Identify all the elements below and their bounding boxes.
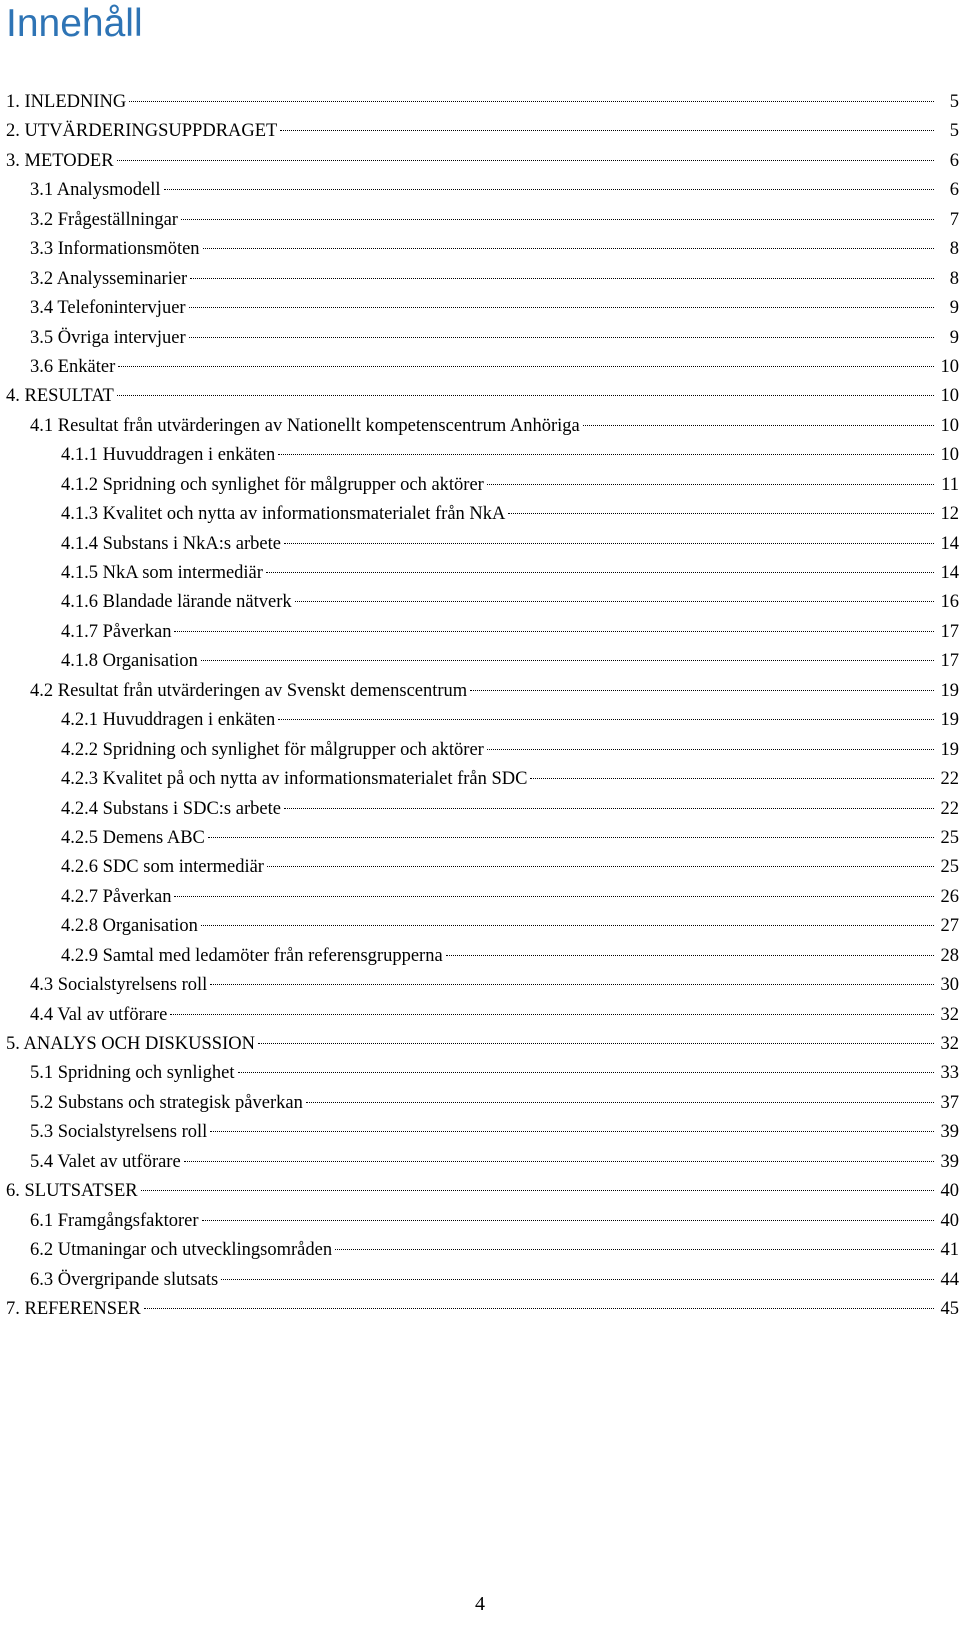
toc-entry-page: 14: [940, 533, 959, 554]
toc-entry-title: 4.2.7 Påverkan: [61, 886, 172, 907]
toc-entry-page: 41: [940, 1240, 959, 1261]
toc-entry[interactable]: [0, 853, 960, 882]
toc-entry-page: 8: [949, 268, 959, 289]
dot-leader: [144, 1308, 934, 1309]
toc-entry-title: 4.2.4 Substans i SDC:s arbete: [61, 798, 281, 819]
dot-leader: [446, 955, 934, 956]
toc-entry-title: 4.4 Val av utförare: [30, 1004, 168, 1025]
toc-entry[interactable]: [0, 265, 960, 294]
toc-entry-page: 26: [940, 886, 959, 907]
dot-leader: [129, 101, 934, 102]
dot-leader: [174, 631, 934, 632]
toc-entry[interactable]: [0, 1207, 960, 1236]
dot-leader: [221, 1279, 934, 1280]
toc-entry[interactable]: [0, 559, 960, 588]
toc-entry-title: 3. METODER: [6, 150, 114, 171]
toc-entry-page: 9: [949, 298, 959, 319]
toc-entry-page: 16: [940, 592, 959, 613]
page-number: 4: [475, 1593, 485, 1615]
toc-entry-title: 4.1.1 Huvuddragen i enkäten: [61, 445, 276, 466]
toc-entry-title: 4.1.8 Organisation: [61, 651, 198, 672]
toc-entry[interactable]: [0, 235, 960, 264]
dot-leader: [487, 749, 934, 750]
toc-entry[interactable]: [0, 1118, 960, 1147]
dot-leader: [508, 513, 934, 514]
dot-leader: [189, 307, 934, 308]
dot-leader: [184, 1161, 934, 1162]
toc-entry[interactable]: [0, 1030, 960, 1059]
toc-entry-title: 4.2 Resultat från utvärderingen av Svenskt demenscentrum: [30, 680, 468, 701]
toc-entry-page: 8: [949, 239, 959, 260]
dot-leader: [487, 484, 934, 485]
toc-entry[interactable]: [0, 471, 960, 500]
toc-entry-page: 32: [940, 1034, 959, 1054]
toc-entry-title: 6.3 Övergripande slutsats: [30, 1269, 219, 1290]
toc-entry-title: 5.4 Valet av utförare: [30, 1151, 181, 1172]
toc-entry[interactable]: [0, 530, 960, 559]
toc-entry-page: 45: [940, 1298, 959, 1319]
toc-entry-title: 3.5 Övriga intervjuer: [30, 327, 186, 348]
dot-leader: [164, 189, 934, 190]
dot-leader: [280, 130, 934, 131]
toc-entry-title: 4.2.8 Organisation: [61, 916, 198, 937]
toc-entry-title: 3.2 Analysseminarier: [30, 268, 188, 289]
toc-entry-page: 25: [940, 827, 959, 848]
dot-leader: [210, 984, 934, 985]
dot-leader: [189, 337, 934, 338]
toc-entry-title: 4.1.7 Påverkan: [61, 621, 172, 642]
toc-entry-page: 22: [940, 798, 959, 819]
toc-entry[interactable]: [0, 942, 960, 971]
toc-entry-title: 4.1 Resultat från utvärderingen av Nationellt kompetenscentrum Anhöriga: [30, 415, 580, 436]
toc-entry-page: 19: [940, 680, 959, 701]
toc-entry-title: 5. ANALYS OCH DISKUSSION: [6, 1034, 255, 1054]
toc-entry-title: 4.2.3 Kvalitet på och nytta av informationsmaterialet från SDC: [61, 769, 528, 790]
dot-leader: [117, 160, 934, 161]
toc-entry-page: 5: [949, 92, 959, 112]
dot-leader: [190, 278, 934, 279]
toc-entry[interactable]: [0, 88, 960, 117]
dot-leader: [284, 808, 934, 809]
toc-entry-page: 39: [940, 1151, 959, 1172]
dot-leader: [203, 248, 934, 249]
toc-entry-page: 30: [940, 975, 959, 996]
dot-leader: [306, 1102, 934, 1103]
toc-entry[interactable]: [0, 1236, 960, 1265]
toc-entry-page: 6: [949, 150, 959, 171]
toc-entry-title: 4.1.3 Kvalitet och nytta av informationsmaterialet från NkA: [61, 504, 506, 525]
toc-entry-title: 4.1.5 NkA som intermediär: [61, 563, 263, 583]
toc-entry-page: 37: [940, 1092, 959, 1113]
dot-leader: [470, 690, 934, 691]
toc-entry[interactable]: [0, 1001, 960, 1030]
toc-entry-page: 44: [940, 1269, 959, 1290]
toc-entry-title: 7. REFERENSER: [6, 1298, 141, 1319]
toc-entry-page: 12: [940, 504, 959, 525]
toc-entry-page: 10: [940, 356, 959, 377]
dot-leader: [210, 1131, 934, 1132]
toc-entry-page: 10: [940, 445, 959, 466]
dot-leader: [238, 1072, 934, 1073]
dot-leader: [258, 1043, 934, 1044]
toc-entry[interactable]: [0, 824, 960, 853]
toc-entry[interactable]: [0, 706, 960, 735]
toc-entry-page: 40: [940, 1181, 959, 1202]
toc-entry[interactable]: [0, 147, 960, 176]
toc-entry-page: 32: [940, 1004, 959, 1025]
toc-entry[interactable]: [0, 324, 960, 353]
toc-entry-page: 6: [949, 180, 959, 201]
toc-entry-page: 7: [949, 209, 959, 230]
toc-entry[interactable]: [0, 176, 960, 205]
toc-entry-page: 40: [940, 1210, 959, 1231]
toc-entry-title: 6.2 Utmaningar och utvecklingsområden: [30, 1240, 333, 1261]
toc-entry-title: 4.2.2 Spridning och synlighet för målgrupper och aktörer: [61, 739, 484, 760]
toc-entry-title: 3.6 Enkäter: [30, 356, 116, 377]
toc-entry-title: 6. SLUTSATSER: [6, 1181, 138, 1202]
toc-entry[interactable]: [0, 117, 960, 146]
dot-leader: [208, 837, 934, 838]
toc-entry[interactable]: [0, 647, 960, 676]
toc-entry-title: 4. RESULTAT: [6, 386, 114, 407]
toc-entry[interactable]: [0, 1295, 960, 1324]
toc-entry[interactable]: [0, 1266, 960, 1295]
toc-entry-title: 4.2.6 SDC som intermediär: [61, 857, 264, 878]
toc-entry-title: 4.1.2 Spridning och synlighet för målgrupper och aktörer: [61, 474, 484, 495]
toc-entry[interactable]: [0, 677, 960, 706]
dot-leader: [335, 1249, 934, 1250]
toc-entry[interactable]: [0, 441, 960, 470]
toc-entry[interactable]: [0, 588, 960, 617]
toc-entry-page: 17: [940, 651, 959, 672]
dot-leader: [170, 1014, 934, 1015]
toc-entry-title: 4.2.5 Demens ABC: [61, 827, 205, 848]
toc-entry-title: 4.1.6 Blandade lärande nätverk: [61, 592, 292, 613]
toc-entry-title: 3.2 Frågeställningar: [30, 209, 178, 230]
toc-entry-page: 39: [940, 1122, 959, 1143]
toc-entry[interactable]: [0, 765, 960, 794]
toc-entry-title: 4.3 Socialstyrelsens roll: [30, 975, 208, 996]
toc-entry-title: 2. UTVÄRDERINGSUPPDRAGET: [6, 121, 278, 142]
toc-entry[interactable]: [0, 500, 960, 529]
dot-leader: [202, 1220, 934, 1221]
toc-entry-title: 5.2 Substans och strategisk påverkan: [30, 1092, 303, 1113]
toc-entry[interactable]: [0, 1089, 960, 1118]
toc-entry[interactable]: [0, 382, 960, 411]
toc-entry[interactable]: [0, 883, 960, 912]
toc-entry-page: 19: [940, 739, 959, 760]
toc-entry-page: 9: [949, 327, 959, 348]
dot-leader: [530, 778, 934, 779]
dot-leader: [278, 454, 934, 455]
toc-entry-page: 5: [949, 121, 959, 142]
toc-entry-title: 3.1 Analysmodell: [30, 180, 161, 201]
toc-entry[interactable]: [0, 412, 960, 441]
toc-entry-page: 17: [940, 621, 959, 642]
dot-leader: [267, 866, 934, 867]
toc-entry[interactable]: [0, 795, 960, 824]
dot-leader: [284, 543, 934, 544]
toc-entry-page: 11: [941, 474, 959, 495]
dot-leader: [278, 719, 934, 720]
toc-entry[interactable]: [0, 736, 960, 765]
dot-leader: [201, 660, 934, 661]
dot-leader: [141, 1190, 934, 1191]
toc-entry-page: 33: [940, 1063, 959, 1084]
toc-entry-page: 25: [940, 857, 959, 878]
dot-leader: [583, 425, 934, 426]
toc-entry-page: 28: [940, 945, 959, 966]
dot-leader: [295, 601, 934, 602]
toc-entry-page: 22: [940, 769, 959, 790]
dot-leader: [266, 572, 934, 573]
toc-entry[interactable]: [0, 1177, 960, 1206]
toc-entry-page: 10: [940, 386, 959, 407]
dot-leader: [174, 896, 934, 897]
toc-entry-title: 4.2.9 Samtal med ledamöter från referensgrupperna: [61, 945, 443, 966]
toc-entry-page: 10: [940, 415, 959, 436]
toc-entry-page: 19: [940, 710, 959, 731]
dot-leader: [118, 366, 934, 367]
toc-entry[interactable]: [0, 1148, 960, 1177]
page-title: Innehåll: [6, 2, 143, 45]
toc-entry[interactable]: [0, 206, 960, 235]
toc-entry[interactable]: [0, 1059, 960, 1088]
toc-entry[interactable]: [0, 618, 960, 647]
dot-leader: [181, 219, 934, 220]
toc-entry-title: 4.1.4 Substans i NkA:s arbete: [61, 533, 281, 554]
toc-entry-title: 5.3 Socialstyrelsens roll: [30, 1122, 208, 1143]
dot-leader: [117, 395, 934, 396]
toc-entry-title: 4.2.1 Huvuddragen i enkäten: [61, 710, 276, 731]
toc-entry-title: 6.1 Framgångsfaktorer: [30, 1210, 199, 1231]
toc-entry[interactable]: [0, 353, 960, 382]
toc-entry-title: 1. INLEDNING: [6, 92, 127, 112]
toc-entry-title: 5.1 Spridning och synlighet: [30, 1063, 235, 1084]
toc-entry[interactable]: [0, 971, 960, 1000]
toc-entry[interactable]: [0, 912, 960, 941]
table-of-contents: [0, 88, 960, 1324]
toc-entry-title: 3.4 Telefonintervjuer: [30, 298, 186, 319]
dot-leader: [201, 925, 934, 926]
toc-entry-title: 3.3 Informationsmöten: [30, 239, 200, 260]
toc-entry-page: 27: [940, 916, 959, 937]
toc-entry-page: 14: [940, 563, 959, 583]
toc-entry[interactable]: [0, 294, 960, 323]
